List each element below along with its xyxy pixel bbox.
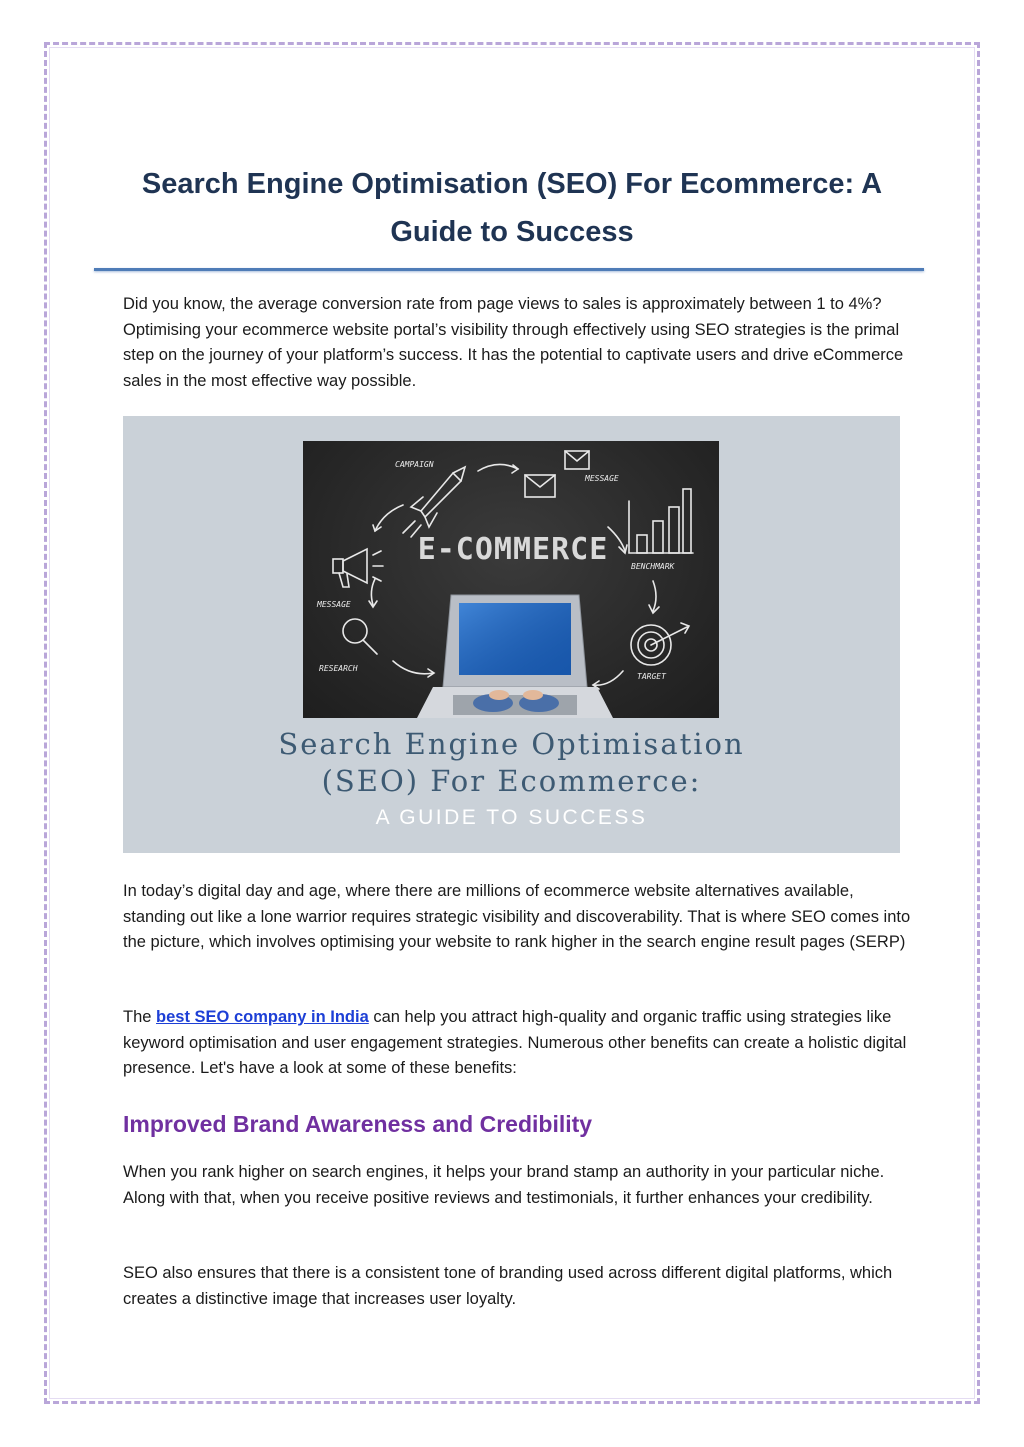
section-heading: Improved Brand Awareness and Credibility bbox=[123, 1111, 593, 1137]
hero-image bbox=[123, 416, 900, 853]
hero-title-line-2: (SEO) For Ecommerce: bbox=[321, 764, 702, 798]
para-text-after-link: can help you attract high-quality and organic traffic using strategies like keyword optimisation and user engagement strategies. Numerous other benefits can create a holistic digital presence. Let's have a look at some of these benefits: bbox=[123, 1008, 907, 1077]
magnifier-icon bbox=[343, 619, 377, 654]
hero-title-line-1: Search Engine Optimisation bbox=[278, 727, 745, 761]
best-seo-company-link[interactable]: best SEO company in India bbox=[156, 1008, 369, 1026]
body-paragraph-seo-company bbox=[123, 1005, 913, 1082]
title-divider bbox=[94, 268, 924, 271]
envelope-icon bbox=[525, 451, 589, 497]
label-message-left: MESSAGE bbox=[317, 600, 351, 609]
hero-subtitle: A GUIDE TO SUCCESS bbox=[375, 806, 648, 829]
laptop-icon bbox=[417, 595, 613, 718]
rocket-icon bbox=[403, 467, 465, 537]
chalkboard bbox=[303, 441, 719, 718]
board-title: E-COMMERCE bbox=[417, 532, 609, 567]
page-title: Search Engine Optimisation (SEO) For Ecommerce: A Guide to Success bbox=[141, 168, 883, 248]
target-icon bbox=[631, 623, 689, 665]
para-text-before-link: The bbox=[123, 1008, 157, 1026]
body-paragraph-authority: When you rank higher on search engines, it helps your brand stamp an authority in your particular niche. Along with that, when you receive positive reviews and testimonials, it further enhances your credibility. bbox=[123, 1163, 885, 1207]
body-paragraph-branding: SEO also ensures that there is a consistent tone of branding used across different digital platforms, which creates a distinctive image that increases user loyalty. bbox=[123, 1264, 893, 1308]
intro-paragraph: Did you know, the average conversion rate from page views to sales is approximately between 1 to 4%? Optimising your ecommerce website portal’s visibility through effectively using SEO strategies is the primal step on the journey of your platform’s success. It has the potential to captivate users and drive eCommerce sales in the most effective way possible. bbox=[123, 295, 904, 390]
body-paragraph-digital-age: In today’s digital day and age, where there are millions of ecommerce website alternatives available, standing out like a lone warrior requires strategic visibility and discoverability. That is where SEO comes into the picture, which involves optimising your website to rank higher in the search engine result pages (SERP) bbox=[123, 882, 911, 951]
label-benchmark: BENCHMARK bbox=[631, 562, 675, 571]
chalkboard-illustration bbox=[303, 441, 719, 718]
label-campaign: CAMPAIGN bbox=[395, 460, 434, 469]
label-research: RESEARCH bbox=[319, 664, 358, 673]
bar-chart-icon bbox=[629, 489, 693, 553]
label-message-top: MESSAGE bbox=[585, 474, 619, 483]
megaphone-icon bbox=[333, 549, 383, 587]
label-target: TARGET bbox=[637, 672, 666, 681]
